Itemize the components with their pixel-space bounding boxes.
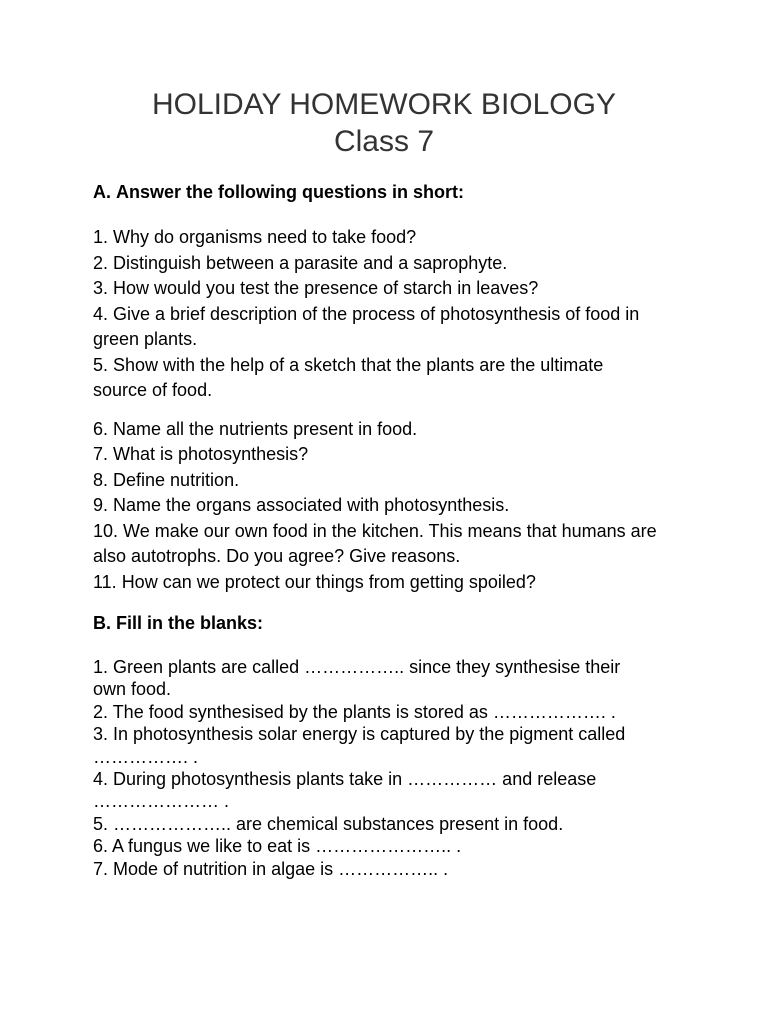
question-item: 2. Distinguish between a parasite and a saprophyte. xyxy=(93,252,508,273)
section-b-heading: B. Fill in the blanks: xyxy=(93,613,264,633)
blank-item: 5. ……………….. are chemical substances present in food. xyxy=(93,813,564,834)
question-item: 1. Why do organisms need to take food? xyxy=(93,227,417,247)
blank-item: 4. During photosynthesis plants take in …………… and release ………………… . xyxy=(93,769,597,812)
question-item: 9. Name the organs associated with photosynthesis. xyxy=(93,495,510,515)
section-a-heading xyxy=(93,181,464,203)
section-a-question-list xyxy=(93,225,658,595)
question-item: 7. What is photosynthesis? xyxy=(93,444,309,464)
blank-item: 6. A fungus we like to eat is ………………….. . xyxy=(93,836,462,857)
question-item: 8. Define nutrition. xyxy=(93,469,240,490)
question-item: 10. We make our own food in the kitchen. This means that humans are also autotrophs. Do you agree? Give reasons. xyxy=(93,520,657,566)
blank-item: 3. In photosynthesis solar energy is captured by the pigment called ……………. . xyxy=(93,724,626,767)
document-subtitle: Class 7 xyxy=(333,125,435,158)
blank-item: 7. Mode of nutrition in algae is …………….. . xyxy=(93,858,449,879)
document-title: HOLIDAY HOMEWORK BIOLOGY xyxy=(152,88,616,121)
section-b-question-list xyxy=(93,656,658,880)
question-item: 6. Name all the nutrients present in food. xyxy=(93,418,418,439)
question-item: 3. How would you test the presence of starch in leaves? xyxy=(93,278,539,298)
blank-item: 2. The food synthesised by the plants is stored as ………………. . xyxy=(93,701,616,722)
question-item: 11. How can we protect our things from getting spoiled? xyxy=(93,571,536,592)
section-a-heading-text: Answer the following questions in short: xyxy=(116,182,465,202)
question-item: 5. Show with the help of a sketch that the plants are the ultimate source of food. xyxy=(93,354,604,400)
question-item: 4. Give a brief description of the process of photosynthesis of food in green plants. xyxy=(93,303,640,349)
section-a-letter: A. xyxy=(93,182,111,202)
blank-item: 1. Green plants are called …………….. since they synthesise their own food. xyxy=(93,657,621,700)
